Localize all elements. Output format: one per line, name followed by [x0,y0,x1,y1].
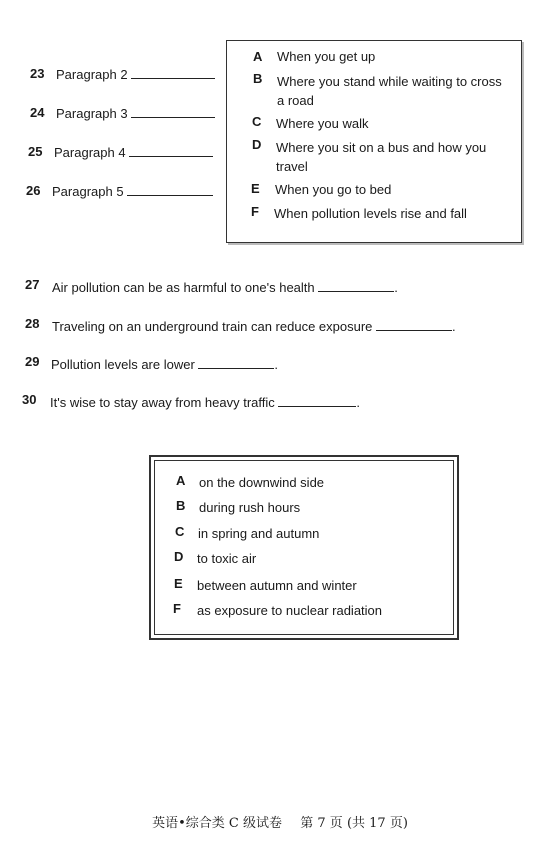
option-text: during rush hours [199,500,301,515]
question-label [52,183,213,199]
question-number: 28 [25,316,40,331]
option-letter: C [252,114,262,129]
option-letter: A [176,473,186,488]
option-letter: F [173,601,181,616]
question-number: 26 [26,183,41,198]
page-number: 第 7 页 [300,816,343,831]
answer-blank[interactable] [376,318,452,331]
matching-options-box [226,40,522,243]
option-letter: A [253,49,263,64]
option-text: as exposure to nuclear radiation [197,603,383,618]
question-text: It's wise to stay away from heavy traffic [50,395,275,410]
option-text: on the downwind side [199,475,325,490]
question-number: 25 [28,144,43,159]
answer-blank[interactable] [129,144,213,157]
page-footer [0,812,560,831]
option-letter: B [253,71,263,86]
option-letter: F [251,204,259,219]
period: . [452,319,456,334]
question-text: Air pollution can be as harmful to one's health [52,280,315,295]
question-label [54,144,213,160]
option-letter: B [176,498,186,513]
question-sentence [50,394,360,410]
option-text: Where you sit on a bus and how you [276,140,487,155]
question-label [56,105,215,121]
total-pages: (共 17 页) [346,816,408,831]
answer-blank[interactable] [278,394,356,407]
answer-blank[interactable] [131,66,215,79]
question-text: Paragraph 5 [52,184,124,199]
option-letter: D [174,549,184,564]
question-number: 27 [25,277,40,292]
option-text: between autumn and winter [197,578,357,593]
option-text: When you go to bed [275,182,392,197]
option-text-continued: a road [277,93,314,108]
option-text: When you get up [277,49,376,64]
question-label [56,66,215,82]
period: . [274,357,279,372]
question-number: 23 [30,66,45,81]
option-text: When pollution levels rise and fall [274,206,467,221]
answer-blank[interactable] [131,105,215,118]
answer-blank[interactable] [198,356,274,369]
question-text: Paragraph 4 [54,145,126,160]
period: . [394,280,398,295]
question-number: 24 [30,105,45,120]
question-number: 30 [22,392,37,407]
question-sentence [52,279,398,295]
completion-options-box [149,455,459,640]
option-letter: E [174,576,183,591]
option-text: Where you walk [276,116,369,131]
option-letter: D [252,137,262,152]
option-text: Where you stand while waiting to cross [277,74,502,89]
exam-title: 英语•综合类 C 级试卷 [152,816,282,831]
option-letter: E [251,181,260,196]
period: . [356,395,361,410]
question-number: 29 [25,354,40,369]
option-text-continued: travel [276,159,308,174]
question-sentence [52,318,456,334]
question-text: Paragraph 3 [56,106,128,121]
answer-blank[interactable] [318,279,394,292]
question-text: Pollution levels are lower [51,357,195,372]
option-text: to toxic air [197,551,257,566]
answer-blank[interactable] [127,183,213,196]
option-text: in spring and autumn [198,526,320,541]
question-text: Paragraph 2 [56,67,128,82]
option-letter: C [175,524,185,539]
question-sentence [51,356,278,372]
question-text: Traveling on an underground train can reduce exposure [52,319,373,334]
